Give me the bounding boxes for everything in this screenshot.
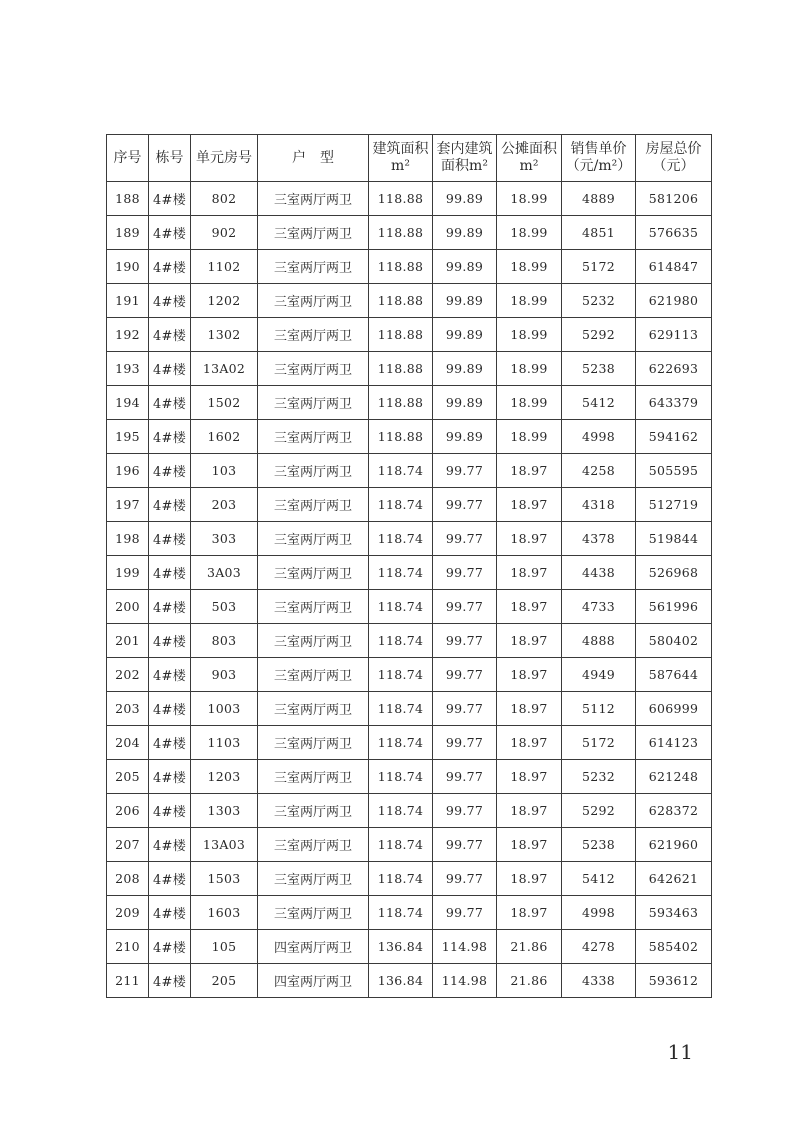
table-row bbox=[107, 216, 712, 250]
cell-build-area: 118.74 bbox=[369, 828, 433, 862]
cell-unit-price: 4278 bbox=[562, 930, 636, 964]
cell-building: 4#楼 bbox=[149, 760, 191, 794]
cell-unit: 503 bbox=[191, 590, 258, 624]
cell-total-price: 585402 bbox=[636, 930, 712, 964]
cell-unit-price: 4258 bbox=[562, 454, 636, 488]
cell-unit: 3A03 bbox=[191, 556, 258, 590]
header-total-price-line1: 房屋总价 bbox=[645, 141, 702, 157]
cell-type: 三室两厅两卫 bbox=[258, 420, 369, 454]
header-total-price-line2: （元） bbox=[652, 158, 695, 174]
cell-inner-area: 99.77 bbox=[433, 760, 497, 794]
cell-shared-area: 18.99 bbox=[497, 216, 562, 250]
table-row bbox=[107, 658, 712, 692]
cell-inner-area: 114.98 bbox=[433, 930, 497, 964]
cell-building: 4#楼 bbox=[149, 692, 191, 726]
cell-unit-price: 5172 bbox=[562, 726, 636, 760]
table-header bbox=[107, 135, 712, 182]
cell-seq: 209 bbox=[107, 896, 149, 930]
cell-shared-area: 18.97 bbox=[497, 896, 562, 930]
cell-unit-price: 4889 bbox=[562, 182, 636, 216]
cell-unit: 803 bbox=[191, 624, 258, 658]
cell-inner-area: 99.77 bbox=[433, 896, 497, 930]
cell-total-price: 593612 bbox=[636, 964, 712, 998]
cell-shared-area: 18.99 bbox=[497, 284, 562, 318]
table-row bbox=[107, 284, 712, 318]
cell-building: 4#楼 bbox=[149, 488, 191, 522]
cell-total-price: 594162 bbox=[636, 420, 712, 454]
cell-building: 4#楼 bbox=[149, 556, 191, 590]
cell-seq: 205 bbox=[107, 760, 149, 794]
cell-build-area: 118.74 bbox=[369, 760, 433, 794]
cell-build-area: 118.88 bbox=[369, 420, 433, 454]
cell-shared-area: 18.97 bbox=[497, 624, 562, 658]
table-row bbox=[107, 760, 712, 794]
cell-inner-area: 99.77 bbox=[433, 488, 497, 522]
header-inner-area-line1: 套内建筑 bbox=[436, 141, 493, 157]
cell-unit: 303 bbox=[191, 522, 258, 556]
cell-type: 三室两厅两卫 bbox=[258, 760, 369, 794]
cell-inner-area: 99.89 bbox=[433, 216, 497, 250]
cell-seq: 211 bbox=[107, 964, 149, 998]
header-build-area-line2: m² bbox=[391, 158, 410, 174]
cell-total-price: 587644 bbox=[636, 658, 712, 692]
cell-inner-area: 99.77 bbox=[433, 590, 497, 624]
cell-building: 4#楼 bbox=[149, 420, 191, 454]
cell-shared-area: 21.86 bbox=[497, 930, 562, 964]
cell-shared-area: 18.97 bbox=[497, 760, 562, 794]
cell-shared-area: 21.86 bbox=[497, 964, 562, 998]
header-unit-price bbox=[562, 135, 636, 182]
cell-shared-area: 18.99 bbox=[497, 352, 562, 386]
cell-inner-area: 99.77 bbox=[433, 726, 497, 760]
cell-building: 4#楼 bbox=[149, 250, 191, 284]
cell-seq: 208 bbox=[107, 862, 149, 896]
cell-type: 三室两厅两卫 bbox=[258, 590, 369, 624]
cell-inner-area: 99.77 bbox=[433, 522, 497, 556]
header-shared-area bbox=[497, 135, 562, 182]
cell-unit-price: 5112 bbox=[562, 692, 636, 726]
cell-unit-price: 4338 bbox=[562, 964, 636, 998]
cell-type: 三室两厅两卫 bbox=[258, 386, 369, 420]
cell-seq: 207 bbox=[107, 828, 149, 862]
cell-shared-area: 18.97 bbox=[497, 862, 562, 896]
cell-inner-area: 99.89 bbox=[433, 182, 497, 216]
cell-build-area: 118.88 bbox=[369, 386, 433, 420]
cell-unit-price: 4318 bbox=[562, 488, 636, 522]
cell-seq: 202 bbox=[107, 658, 149, 692]
cell-building: 4#楼 bbox=[149, 624, 191, 658]
header-seq: 序号 bbox=[107, 135, 149, 182]
cell-inner-area: 99.77 bbox=[433, 454, 497, 488]
cell-type: 三室两厅两卫 bbox=[258, 658, 369, 692]
cell-build-area: 118.74 bbox=[369, 726, 433, 760]
table-row bbox=[107, 250, 712, 284]
cell-unit-price: 4438 bbox=[562, 556, 636, 590]
cell-seq: 204 bbox=[107, 726, 149, 760]
cell-seq: 203 bbox=[107, 692, 149, 726]
cell-type: 三室两厅两卫 bbox=[258, 488, 369, 522]
cell-type: 三室两厅两卫 bbox=[258, 250, 369, 284]
cell-unit-price: 5412 bbox=[562, 386, 636, 420]
cell-seq: 206 bbox=[107, 794, 149, 828]
cell-seq: 189 bbox=[107, 216, 149, 250]
cell-unit-price: 4949 bbox=[562, 658, 636, 692]
cell-unit: 1203 bbox=[191, 760, 258, 794]
table-row bbox=[107, 590, 712, 624]
table-row bbox=[107, 318, 712, 352]
cell-building: 4#楼 bbox=[149, 182, 191, 216]
cell-build-area: 118.74 bbox=[369, 624, 433, 658]
cell-building: 4#楼 bbox=[149, 930, 191, 964]
cell-unit: 1202 bbox=[191, 284, 258, 318]
cell-build-area: 118.74 bbox=[369, 556, 433, 590]
header-build-area bbox=[369, 135, 433, 182]
cell-build-area: 118.74 bbox=[369, 658, 433, 692]
table-row bbox=[107, 556, 712, 590]
cell-building: 4#楼 bbox=[149, 454, 191, 488]
cell-total-price: 642621 bbox=[636, 862, 712, 896]
cell-shared-area: 18.99 bbox=[497, 182, 562, 216]
cell-build-area: 136.84 bbox=[369, 930, 433, 964]
cell-total-price: 622693 bbox=[636, 352, 712, 386]
table-row bbox=[107, 862, 712, 896]
cell-inner-area: 99.77 bbox=[433, 624, 497, 658]
cell-type: 三室两厅两卫 bbox=[258, 454, 369, 488]
table-row bbox=[107, 964, 712, 998]
cell-total-price: 561996 bbox=[636, 590, 712, 624]
cell-total-price: 614123 bbox=[636, 726, 712, 760]
cell-unit-price: 4998 bbox=[562, 420, 636, 454]
table-row bbox=[107, 794, 712, 828]
cell-unit: 902 bbox=[191, 216, 258, 250]
cell-inner-area: 99.77 bbox=[433, 658, 497, 692]
header-inner-area bbox=[433, 135, 497, 182]
cell-shared-area: 18.97 bbox=[497, 556, 562, 590]
cell-unit-price: 5232 bbox=[562, 760, 636, 794]
cell-build-area: 118.74 bbox=[369, 692, 433, 726]
header-unit-price-line2: （元/m²） bbox=[565, 158, 632, 174]
table-row bbox=[107, 352, 712, 386]
cell-build-area: 118.74 bbox=[369, 862, 433, 896]
cell-building: 4#楼 bbox=[149, 896, 191, 930]
cell-shared-area: 18.97 bbox=[497, 658, 562, 692]
cell-type: 三室两厅两卫 bbox=[258, 794, 369, 828]
cell-building: 4#楼 bbox=[149, 658, 191, 692]
cell-building: 4#楼 bbox=[149, 726, 191, 760]
cell-total-price: 629113 bbox=[636, 318, 712, 352]
cell-unit: 1102 bbox=[191, 250, 258, 284]
cell-inner-area: 99.77 bbox=[433, 828, 497, 862]
cell-seq: 191 bbox=[107, 284, 149, 318]
cell-unit-price: 5292 bbox=[562, 318, 636, 352]
cell-type: 三室两厅两卫 bbox=[258, 862, 369, 896]
cell-total-price: 621960 bbox=[636, 828, 712, 862]
cell-total-price: 628372 bbox=[636, 794, 712, 828]
cell-build-area: 118.74 bbox=[369, 590, 433, 624]
cell-build-area: 118.74 bbox=[369, 896, 433, 930]
cell-unit-price: 5172 bbox=[562, 250, 636, 284]
cell-type: 三室两厅两卫 bbox=[258, 624, 369, 658]
cell-total-price: 580402 bbox=[636, 624, 712, 658]
cell-building: 4#楼 bbox=[149, 590, 191, 624]
cell-total-price: 606999 bbox=[636, 692, 712, 726]
cell-type: 三室两厅两卫 bbox=[258, 556, 369, 590]
cell-total-price: 576635 bbox=[636, 216, 712, 250]
cell-seq: 199 bbox=[107, 556, 149, 590]
table-row bbox=[107, 624, 712, 658]
cell-build-area: 118.88 bbox=[369, 250, 433, 284]
cell-building: 4#楼 bbox=[149, 284, 191, 318]
cell-build-area: 118.88 bbox=[369, 284, 433, 318]
cell-inner-area: 99.77 bbox=[433, 794, 497, 828]
cell-seq: 210 bbox=[107, 930, 149, 964]
cell-shared-area: 18.99 bbox=[497, 386, 562, 420]
table-row bbox=[107, 726, 712, 760]
cell-unit-price: 5238 bbox=[562, 352, 636, 386]
table-row bbox=[107, 386, 712, 420]
header-shared-area-line1: 公摊面积 bbox=[501, 141, 557, 157]
cell-build-area: 118.74 bbox=[369, 794, 433, 828]
cell-type: 三室两厅两卫 bbox=[258, 522, 369, 556]
cell-building: 4#楼 bbox=[149, 352, 191, 386]
cell-total-price: 526968 bbox=[636, 556, 712, 590]
cell-build-area: 118.74 bbox=[369, 522, 433, 556]
cell-unit: 1003 bbox=[191, 692, 258, 726]
cell-type: 三室两厅两卫 bbox=[258, 284, 369, 318]
cell-shared-area: 18.97 bbox=[497, 522, 562, 556]
cell-total-price: 614847 bbox=[636, 250, 712, 284]
table-row bbox=[107, 692, 712, 726]
cell-unit: 1302 bbox=[191, 318, 258, 352]
cell-unit-price: 4378 bbox=[562, 522, 636, 556]
cell-unit: 1502 bbox=[191, 386, 258, 420]
cell-inner-area: 99.89 bbox=[433, 420, 497, 454]
cell-seq: 196 bbox=[107, 454, 149, 488]
cell-unit: 1303 bbox=[191, 794, 258, 828]
cell-seq: 201 bbox=[107, 624, 149, 658]
cell-inner-area: 99.77 bbox=[433, 556, 497, 590]
table-row bbox=[107, 930, 712, 964]
cell-shared-area: 18.97 bbox=[497, 726, 562, 760]
cell-total-price: 621248 bbox=[636, 760, 712, 794]
cell-total-price: 643379 bbox=[636, 386, 712, 420]
cell-building: 4#楼 bbox=[149, 964, 191, 998]
cell-shared-area: 18.97 bbox=[497, 488, 562, 522]
cell-build-area: 118.88 bbox=[369, 352, 433, 386]
table-row bbox=[107, 182, 712, 216]
cell-type: 四室两厅两卫 bbox=[258, 930, 369, 964]
cell-unit-price: 5292 bbox=[562, 794, 636, 828]
cell-shared-area: 18.97 bbox=[497, 828, 562, 862]
cell-type: 三室两厅两卫 bbox=[258, 828, 369, 862]
table-row bbox=[107, 522, 712, 556]
header-building: 栋号 bbox=[149, 135, 191, 182]
header-row bbox=[107, 135, 712, 182]
cell-total-price: 581206 bbox=[636, 182, 712, 216]
table-row bbox=[107, 454, 712, 488]
table-row bbox=[107, 420, 712, 454]
cell-unit-price: 4888 bbox=[562, 624, 636, 658]
cell-unit: 802 bbox=[191, 182, 258, 216]
housing-price-table bbox=[106, 134, 712, 998]
cell-total-price: 505595 bbox=[636, 454, 712, 488]
cell-unit-price: 5238 bbox=[562, 828, 636, 862]
cell-unit: 903 bbox=[191, 658, 258, 692]
cell-unit: 205 bbox=[191, 964, 258, 998]
cell-shared-area: 18.99 bbox=[497, 420, 562, 454]
cell-building: 4#楼 bbox=[149, 318, 191, 352]
cell-shared-area: 18.97 bbox=[497, 692, 562, 726]
cell-unit: 1602 bbox=[191, 420, 258, 454]
cell-seq: 195 bbox=[107, 420, 149, 454]
cell-unit: 13A02 bbox=[191, 352, 258, 386]
cell-building: 4#楼 bbox=[149, 216, 191, 250]
cell-seq: 200 bbox=[107, 590, 149, 624]
cell-type: 四室两厅两卫 bbox=[258, 964, 369, 998]
cell-seq: 197 bbox=[107, 488, 149, 522]
cell-build-area: 118.88 bbox=[369, 216, 433, 250]
cell-total-price: 519844 bbox=[636, 522, 712, 556]
cell-seq: 192 bbox=[107, 318, 149, 352]
cell-total-price: 621980 bbox=[636, 284, 712, 318]
cell-shared-area: 18.99 bbox=[497, 250, 562, 284]
cell-type: 三室两厅两卫 bbox=[258, 896, 369, 930]
cell-inner-area: 99.89 bbox=[433, 318, 497, 352]
header-unit: 单元房号 bbox=[191, 135, 258, 182]
header-build-area-line1: 建筑面积 bbox=[372, 141, 429, 157]
cell-build-area: 118.74 bbox=[369, 488, 433, 522]
cell-inner-area: 114.98 bbox=[433, 964, 497, 998]
header-inner-area-line2: 面积m² bbox=[441, 158, 488, 174]
cell-type: 三室两厅两卫 bbox=[258, 216, 369, 250]
cell-building: 4#楼 bbox=[149, 794, 191, 828]
table-row bbox=[107, 896, 712, 930]
cell-inner-area: 99.77 bbox=[433, 692, 497, 726]
header-type: 户 型 bbox=[258, 135, 369, 182]
cell-unit: 1603 bbox=[191, 896, 258, 930]
table-body bbox=[107, 182, 712, 998]
cell-seq: 190 bbox=[107, 250, 149, 284]
cell-build-area: 118.74 bbox=[369, 454, 433, 488]
cell-type: 三室两厅两卫 bbox=[258, 318, 369, 352]
cell-type: 三室两厅两卫 bbox=[258, 182, 369, 216]
cell-unit: 1503 bbox=[191, 862, 258, 896]
page-number: 11 bbox=[667, 1040, 693, 1064]
header-unit-price-line1: 销售单价 bbox=[570, 141, 627, 157]
cell-type: 三室两厅两卫 bbox=[258, 352, 369, 386]
cell-inner-area: 99.89 bbox=[433, 352, 497, 386]
cell-inner-area: 99.89 bbox=[433, 386, 497, 420]
cell-building: 4#楼 bbox=[149, 522, 191, 556]
table-row bbox=[107, 828, 712, 862]
cell-type: 三室两厅两卫 bbox=[258, 692, 369, 726]
cell-seq: 198 bbox=[107, 522, 149, 556]
cell-unit: 1103 bbox=[191, 726, 258, 760]
cell-building: 4#楼 bbox=[149, 828, 191, 862]
cell-seq: 188 bbox=[107, 182, 149, 216]
cell-build-area: 136.84 bbox=[369, 964, 433, 998]
header-shared-area-line2: m² bbox=[519, 158, 539, 174]
cell-building: 4#楼 bbox=[149, 386, 191, 420]
cell-shared-area: 18.97 bbox=[497, 454, 562, 488]
table-row bbox=[107, 488, 712, 522]
cell-inner-area: 99.89 bbox=[433, 284, 497, 318]
cell-inner-area: 99.77 bbox=[433, 862, 497, 896]
cell-unit-price: 4998 bbox=[562, 896, 636, 930]
cell-shared-area: 18.97 bbox=[497, 794, 562, 828]
cell-build-area: 118.88 bbox=[369, 182, 433, 216]
cell-type: 三室两厅两卫 bbox=[258, 726, 369, 760]
cell-seq: 194 bbox=[107, 386, 149, 420]
cell-unit: 13A03 bbox=[191, 828, 258, 862]
header-total-price bbox=[636, 135, 712, 182]
cell-total-price: 512719 bbox=[636, 488, 712, 522]
cell-unit: 103 bbox=[191, 454, 258, 488]
cell-unit-price: 5412 bbox=[562, 862, 636, 896]
cell-unit-price: 4733 bbox=[562, 590, 636, 624]
cell-unit-price: 5232 bbox=[562, 284, 636, 318]
cell-seq: 193 bbox=[107, 352, 149, 386]
cell-total-price: 593463 bbox=[636, 896, 712, 930]
cell-shared-area: 18.99 bbox=[497, 318, 562, 352]
cell-building: 4#楼 bbox=[149, 862, 191, 896]
cell-shared-area: 18.97 bbox=[497, 590, 562, 624]
cell-inner-area: 99.89 bbox=[433, 250, 497, 284]
cell-unit: 105 bbox=[191, 930, 258, 964]
cell-build-area: 118.88 bbox=[369, 318, 433, 352]
cell-unit-price: 4851 bbox=[562, 216, 636, 250]
cell-unit: 203 bbox=[191, 488, 258, 522]
